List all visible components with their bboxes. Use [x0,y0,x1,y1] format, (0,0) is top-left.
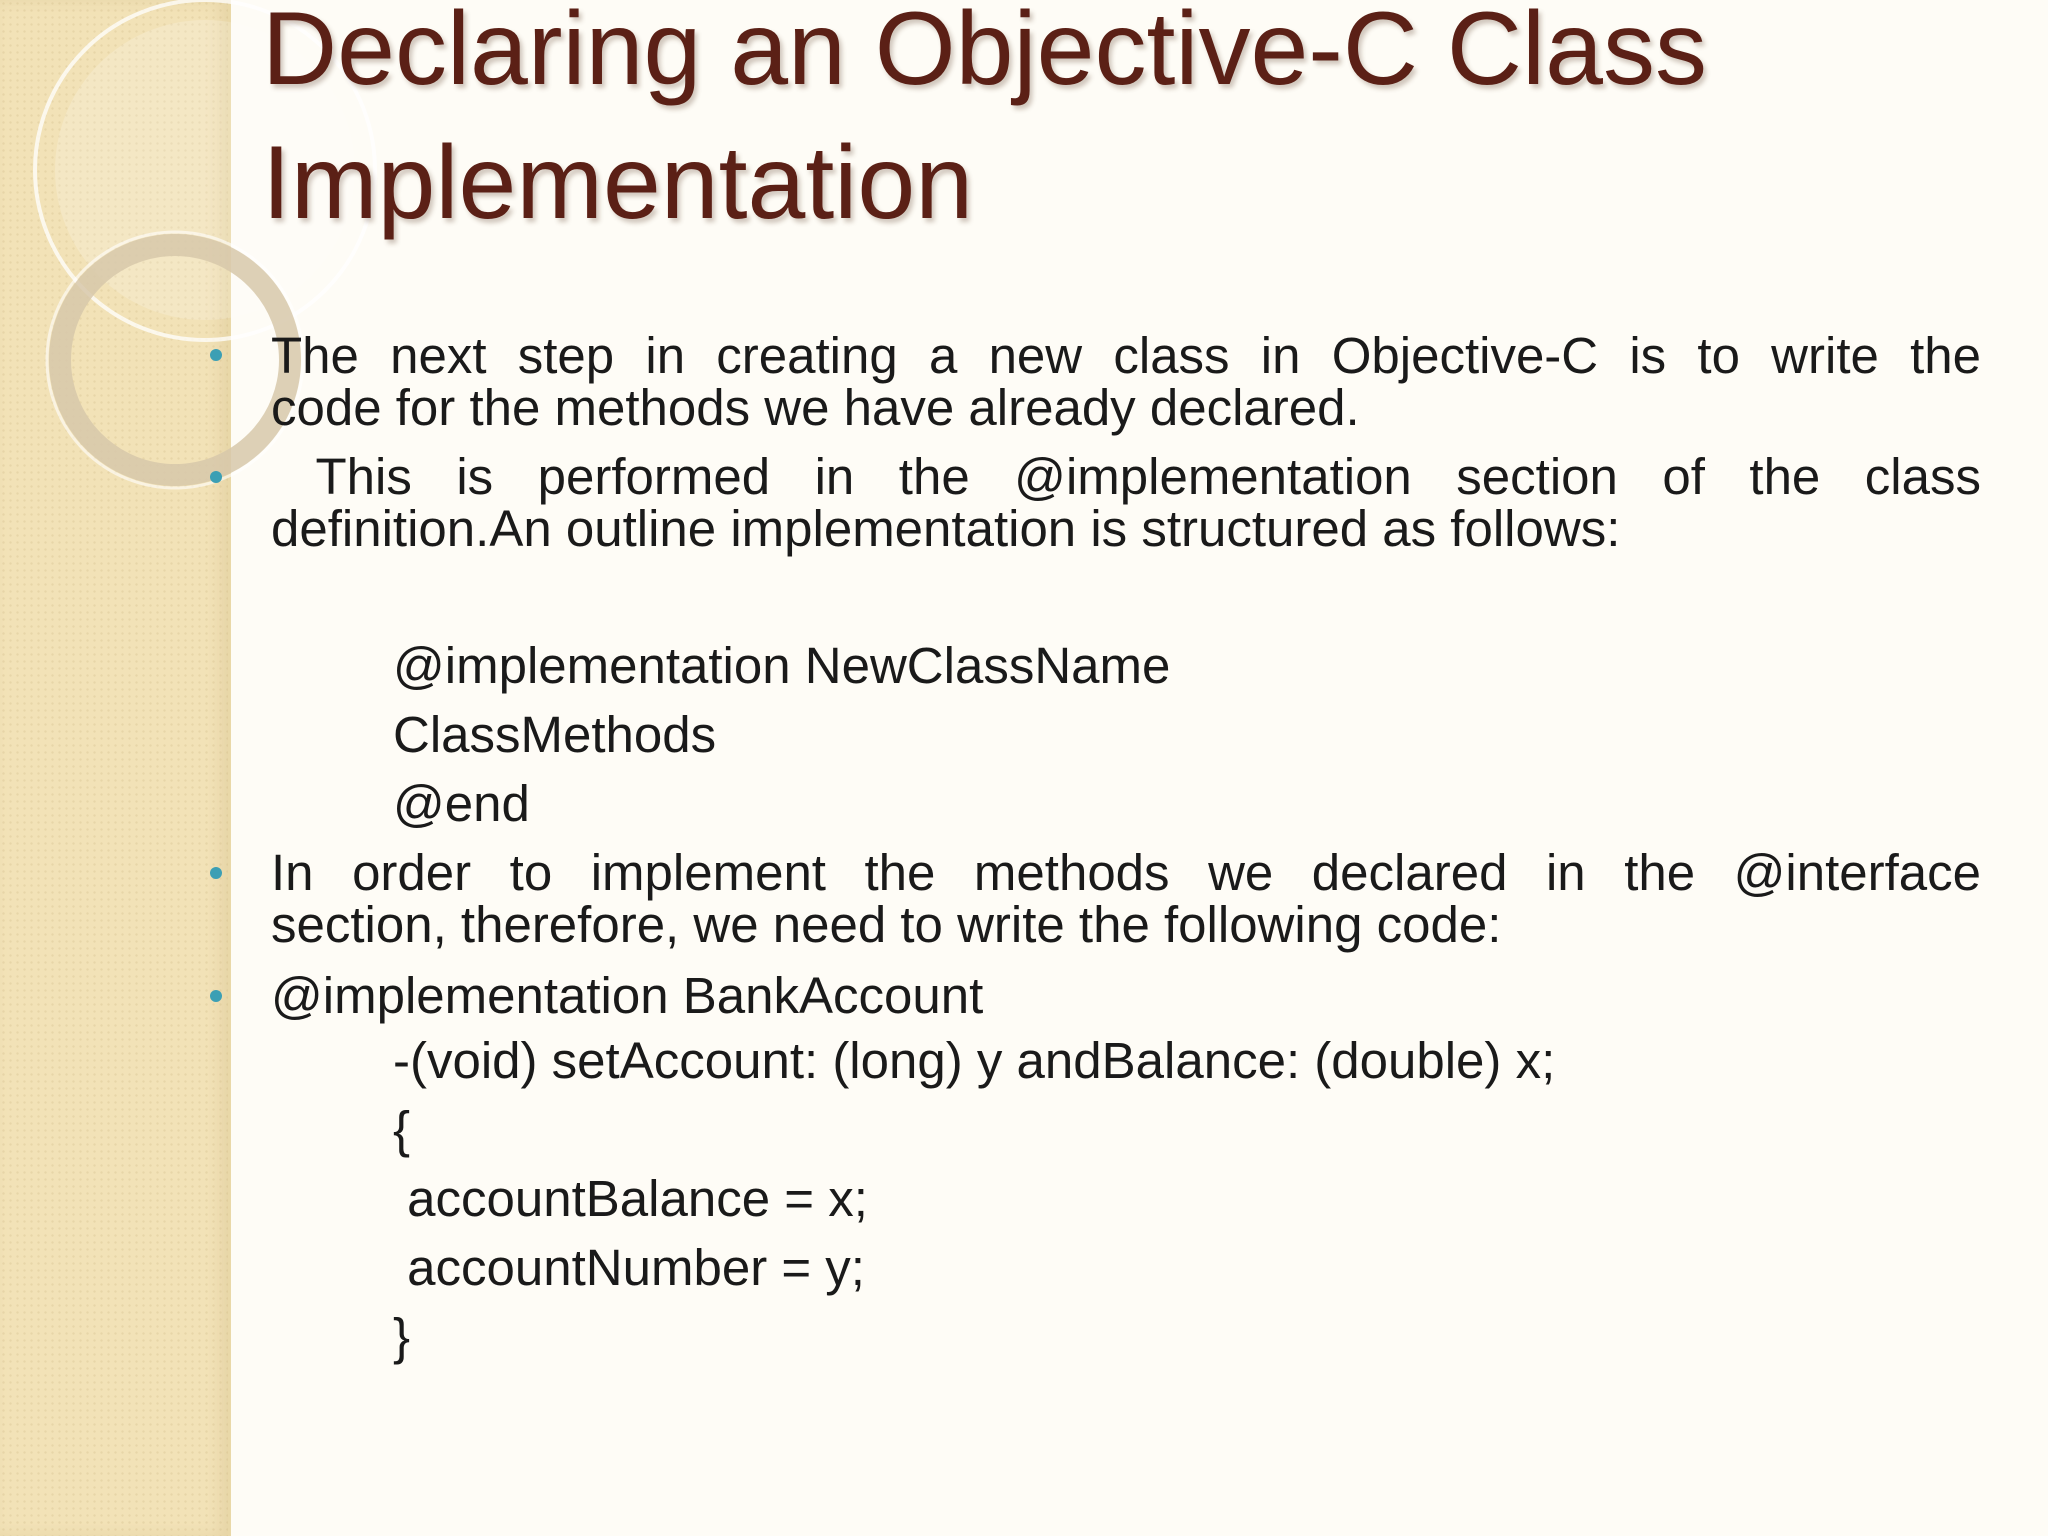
bullet-item-1 [271,327,1981,436]
slide-title-line-2: Implementation [262,125,974,241]
bullet-dot [210,349,222,361]
bullet-text: code for the methods we have already declared. [271,379,1360,436]
code-line: @implementation NewClassName [393,637,1171,694]
code-line: -(void) setAccount: (long) y andBalance: (double) x; [393,1032,1556,1089]
code-line: ClassMethods [393,706,717,763]
code-line: accountBalance = x; [393,1170,868,1227]
bullet-item-3 [271,844,1981,953]
code-line: } [393,1308,411,1365]
bullet-text: This is performed in the @implementation section of the class [271,448,1981,505]
bullet-text: In order to implement the methods we declared in the @interface [271,844,1981,901]
code-line: accountNumber = y; [393,1239,865,1296]
bullet-item-4 [271,967,1981,1024]
bullet-text: section, therefore, we need to write the following code: [271,896,1502,953]
bullet-item-2 [271,448,1981,557]
slide-title-line-1: Declaring an Objective-C Class [262,0,1707,107]
code-line: @end [393,775,530,832]
bullet-dot [210,990,222,1002]
bullet-text: @implementation BankAccount [271,967,984,1024]
bullet-dot [210,867,222,879]
code-line: { [393,1101,411,1158]
bullet-dot [210,471,222,483]
bullet-text: The next step in creating a new class in Objective-C is to write the [271,327,1981,384]
bullet-text: definition.An outline implementation is structured as follows: [271,500,1621,557]
